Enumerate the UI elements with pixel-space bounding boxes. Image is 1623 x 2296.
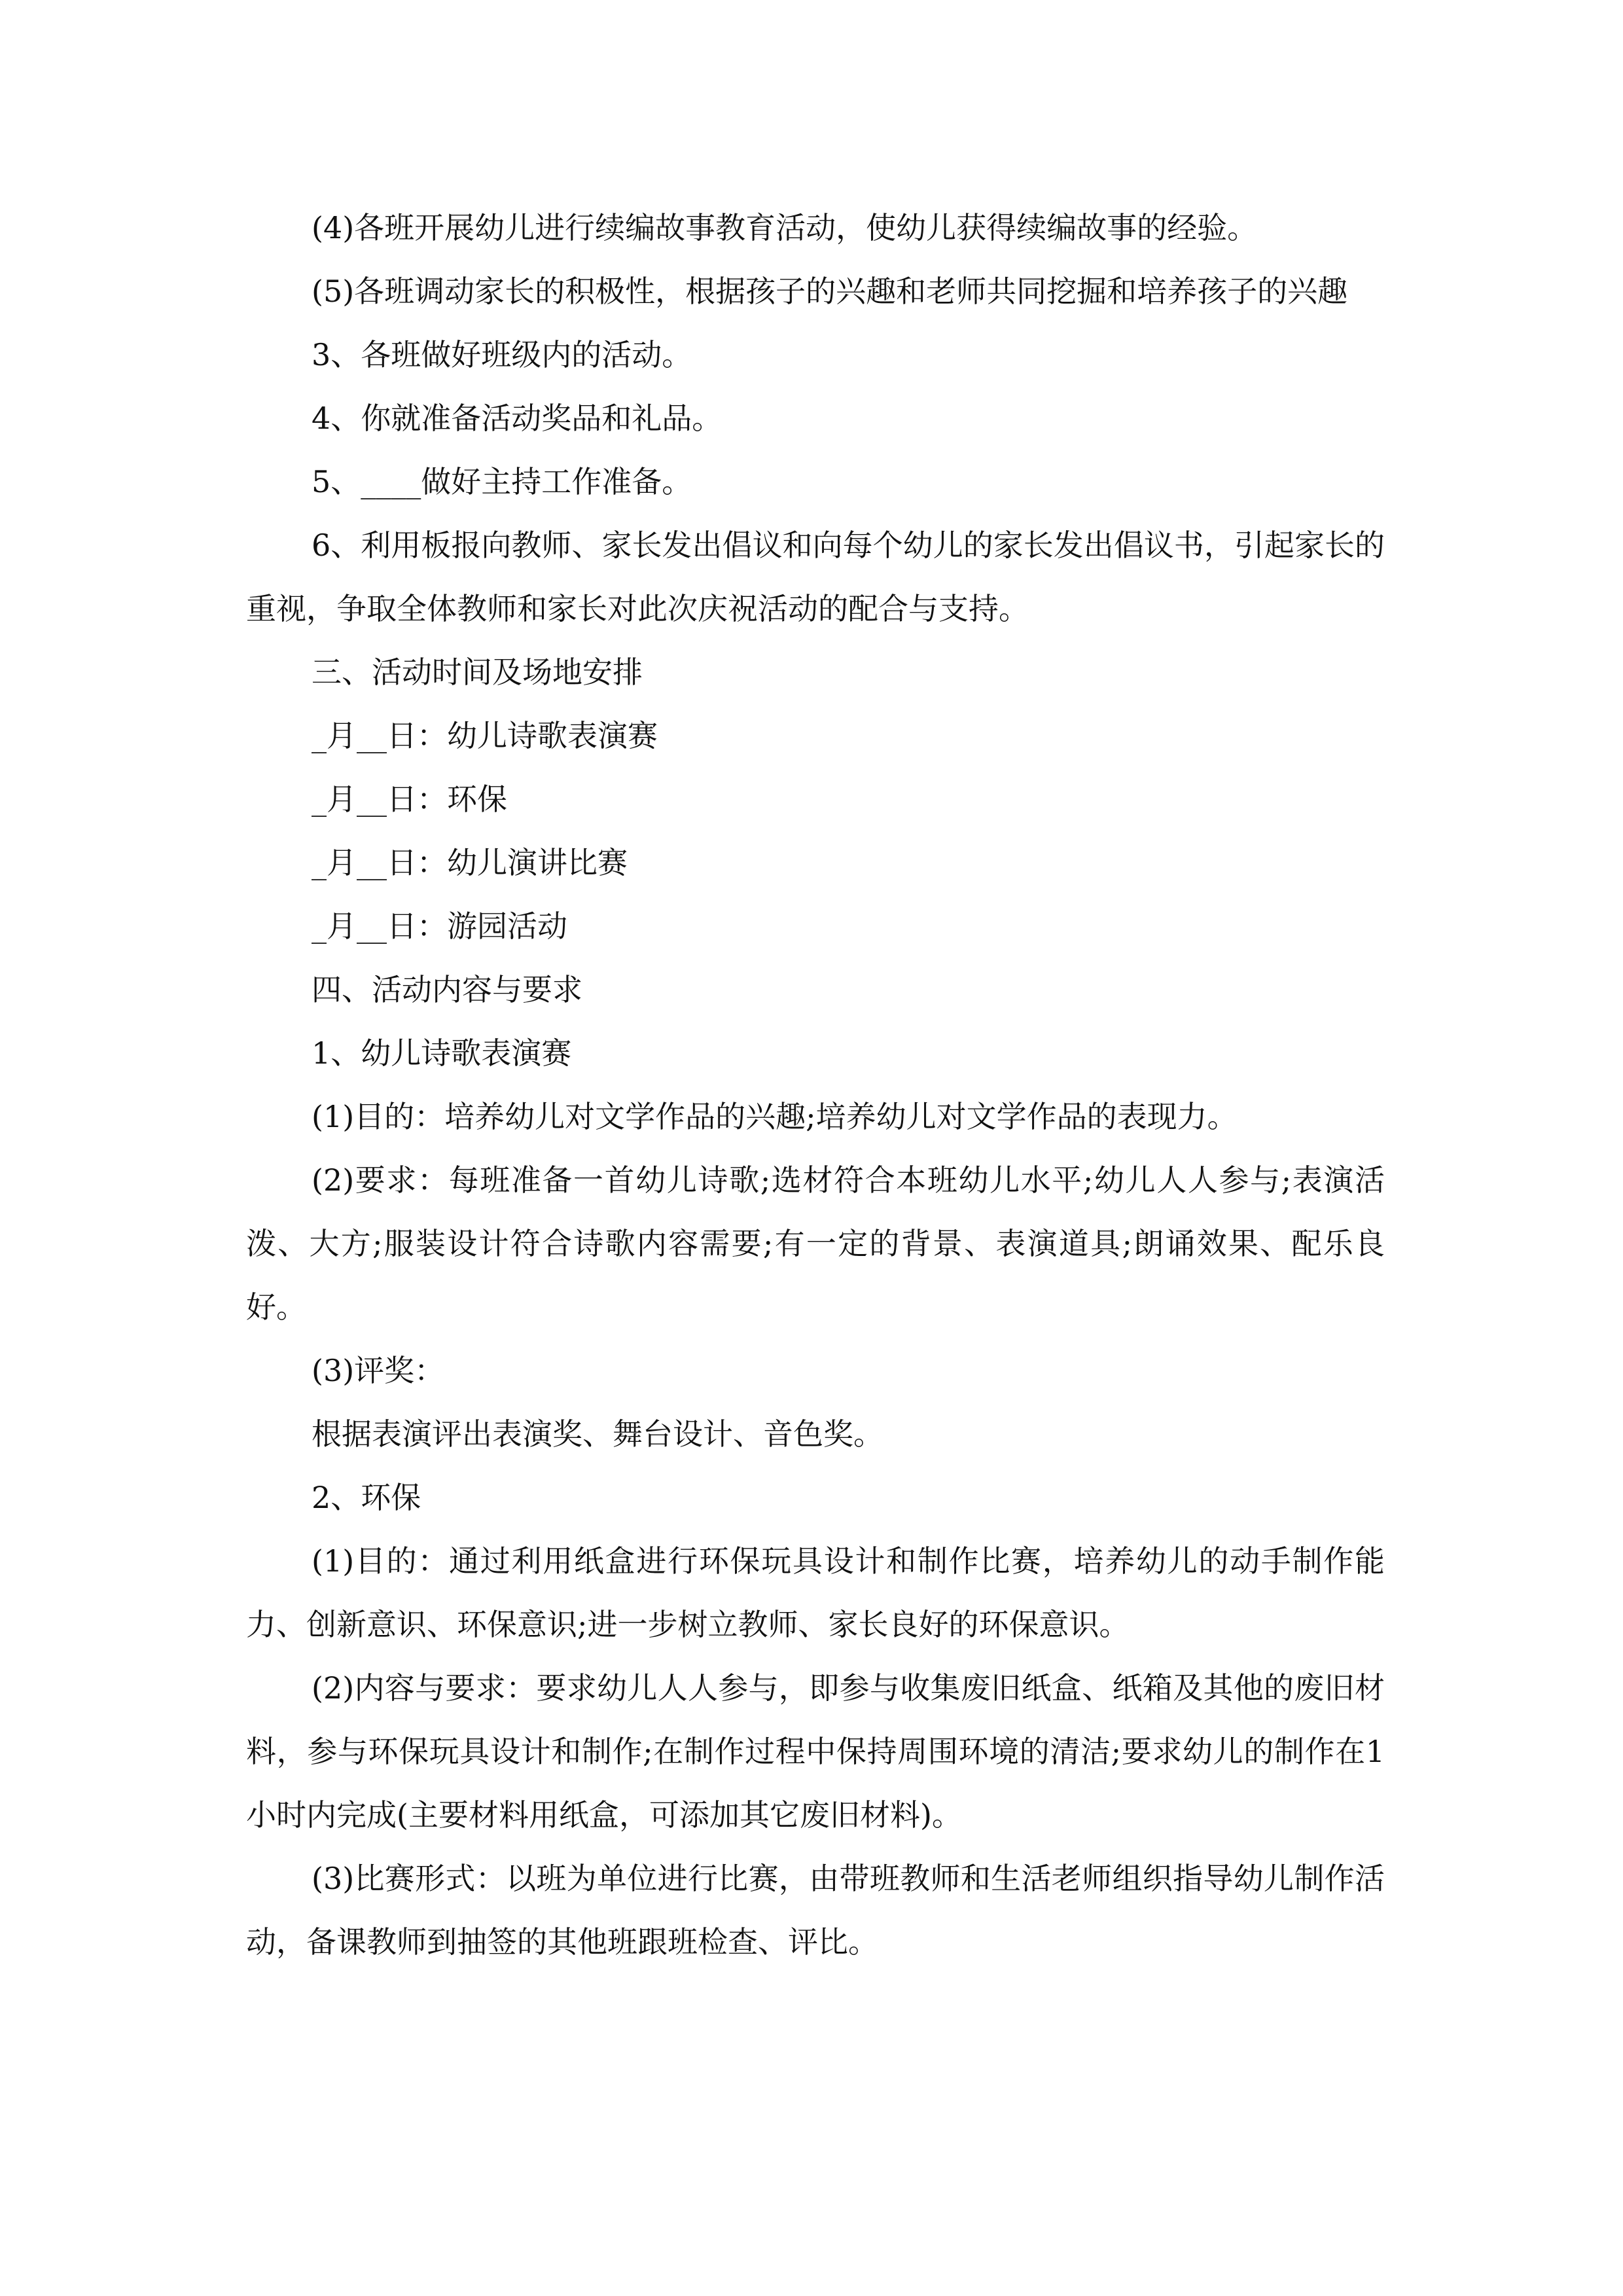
environment-requirements: (2)内容与要求：要求幼儿人人参与，即参与收集废旧纸盒、纸箱及其他的废旧材料，参与环保玩具设计和制作;在制作过程中保持周围环境的清洁;要求幼儿的制作在1小时内完成(主要材料用纸盒，可添加其它废旧材料)。: [246, 1670, 1385, 1833]
document-body: [246, 196, 1385, 1974]
schedule-item-environment: _月__日：环保: [312, 781, 507, 817]
schedule-item-speech: _月__日：幼儿演讲比赛: [312, 845, 628, 880]
section-heading-content: 四、活动内容与要求: [312, 972, 582, 1007]
section-heading-schedule: 三、活动时间及场地安排: [312, 655, 643, 690]
paragraph-step-4: 4、你就准备活动奖品和礼品。: [312, 401, 722, 436]
poetry-requirements: (2)要求：每班准备一首幼儿诗歌;选材符合本班幼儿水平;幼儿人人参与;表演活泼、大方;服装设计符合诗歌内容需要;有一定的背景、表演道具;朗诵效果、配乐良好。: [246, 1162, 1385, 1325]
environment-purpose: (1)目的：通过利用纸盒进行环保玩具设计和制作比赛，培养幼儿的动手制作能力、创新意识、环保意识;进一步树立教师、家长良好的环保意识。: [246, 1543, 1385, 1642]
paragraph-step-5: 5、____做好主持工作准备。: [312, 464, 692, 499]
paragraph-item-5: (5)各班调动家长的积极性，根据孩子的兴趣和老师共同挖掘和培养孩子的兴趣: [312, 274, 1348, 309]
paragraph-item-4: (4)各班开展幼儿进行续编故事教育活动，使幼儿获得续编故事的经验。: [312, 210, 1258, 245]
subheading-poetry-contest: 1、幼儿诗歌表演赛: [312, 1035, 572, 1071]
poetry-purpose: (1)目的：培养幼儿对文学作品的兴趣;培养幼儿对文学作品的表现力。: [312, 1099, 1238, 1134]
poetry-awards-label: (3)评奖：: [312, 1353, 445, 1388]
poetry-awards-detail: 根据表演评出表演奖、舞台设计、音色奖。: [312, 1416, 883, 1452]
environment-format: (3)比赛形式：以班为单位进行比赛，由带班教师和生活老师组织指导幼儿制作活动，备课教师到抽签的其他班跟班检查、评比。: [246, 1861, 1385, 1960]
paragraph-step-3: 3、各班做好班级内的活动。: [312, 337, 692, 372]
paragraph-step-6: 6、利用板报向教师、家长发出倡议和向每个幼儿的家长发出倡议书，引起家长的重视，争取全体教师和家长对此次庆祝活动的配合与支持。: [246, 528, 1385, 626]
schedule-item-garden: _月__日：游园活动: [312, 908, 567, 944]
subheading-environment: 2、环保: [312, 1480, 421, 1515]
schedule-item-poetry: _月__日：幼儿诗歌表演赛: [312, 718, 658, 753]
